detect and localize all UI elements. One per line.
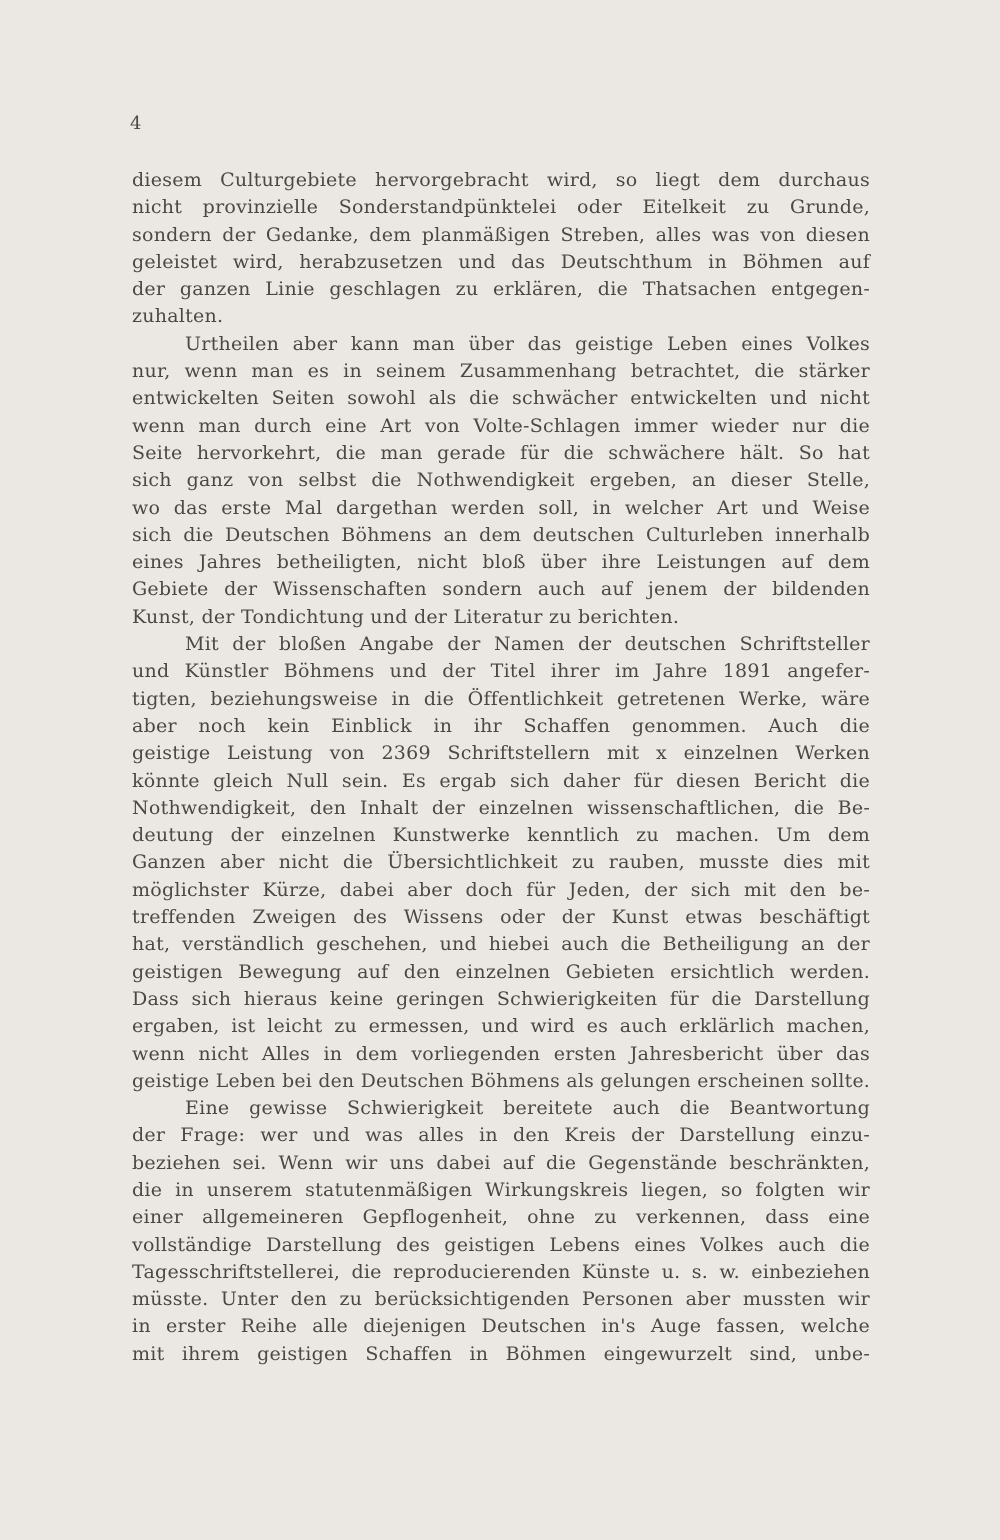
- text-line: geistige Leistung von 2369 Schriftstellern mit x einzelnen Werken: [132, 742, 870, 765]
- text-line: die in unserem statutenmäßigen Wirkungskreis liegen, so folgten wir: [132, 1178, 870, 1201]
- text-line: wenn man durch eine Art von Volte-Schlagen immer wieder nur die: [132, 414, 870, 437]
- body-text: [132, 167, 870, 1368]
- text-line: vollständige Darstellung des geistigen Lebens eines Volkes auch die: [132, 1233, 870, 1256]
- paragraph-first-line: Mit der bloßen Angabe der Namen der deutschen Schriftsteller: [185, 633, 870, 656]
- text-line: deutung der einzelnen Kunstwerke kenntlich zu machen. Um dem: [132, 824, 870, 847]
- text-line: tigten, beziehungsweise in die Öffentlichkeit getretenen Werke, wäre: [132, 687, 870, 710]
- text-line: diesem Culturgebiete hervorgebracht wird, so liegt dem durchaus: [132, 169, 870, 191]
- paragraph-first-line: Urtheilen aber kann man über das geistige Leben eines Volkes: [185, 332, 870, 355]
- text-line: hat, verständlich geschehen, und hiebei auch die Betheiligung an der: [132, 933, 870, 956]
- text-line: Tagesschriftstellerei, die reproducierenden Künste u. s. w. einbeziehen: [132, 1260, 870, 1283]
- text-line: Ganzen aber nicht die Übersichtlichkeit zu rauben, musste dies mit: [132, 851, 870, 874]
- text-line: ergaben, ist leicht zu ermessen, und wird es auch erklärlich machen,: [132, 1015, 870, 1038]
- text-line: sich ganz von selbst die Nothwendigkeit ergeben, an dieser Stelle,: [132, 469, 870, 492]
- text-line: nur, wenn man es in seinem Zusammenhang betrachtet, die stärker: [132, 360, 870, 383]
- text-line: der Frage: wer und was alles in den Kreis der Darstellung einzu-: [132, 1124, 870, 1147]
- text-line: geistigen Bewegung auf den einzelnen Gebieten ersichtlich werden.: [132, 960, 870, 983]
- text-line: Gebiete der Wissenschaften sondern auch auf jenem der bildenden: [132, 578, 870, 601]
- text-line: Dass sich hieraus keine geringen Schwierigkeiten für die Darstellung: [132, 987, 870, 1010]
- text-line: geleistet wird, herabzusetzen und das Deutschthum in Böhmen auf: [132, 250, 870, 273]
- text-line: entwickelten Seiten sowohl als die schwächer entwickelten und nicht: [132, 387, 870, 410]
- text-line: zuhalten.: [132, 305, 224, 328]
- text-line: in erster Reihe alle diejenigen Deutschen in's Auge fassen, welche: [132, 1315, 870, 1338]
- text-line: möglichster Kürze, dabei aber doch für Jeden, der sich mit den be-: [132, 878, 870, 901]
- text-line: sondern der Gedanke, dem planmäßigen Streben, alles was von diesen: [132, 223, 870, 246]
- text-line: geistige Leben bei den Deutschen Böhmens als gelungen erscheinen sollte.: [132, 1070, 870, 1092]
- text-line: nicht provinzielle Sonderstandpünktelei oder Eitelkeit zu Grunde,: [132, 196, 870, 219]
- text-line: eines Jahres betheiligten, nicht bloß über ihre Leistungen auf dem: [132, 551, 870, 574]
- text-line: wo das erste Mal dargethan werden soll, in welcher Art und Weise: [132, 496, 870, 519]
- text-line: sich die Deutschen Böhmens an dem deutschen Culturleben innerhalb: [132, 523, 870, 546]
- text-line: Nothwendigkeit, den Inhalt der einzelnen wissenschaftlichen, die Be-: [132, 796, 870, 819]
- text-line: treffenden Zweigen des Wissens oder der Kunst etwas beschäftigt: [132, 906, 870, 929]
- text-line: einer allgemeineren Gepflogenheit, ohne zu verkennen, dass eine: [132, 1206, 870, 1229]
- text-line: Kunst, der Tondichtung und der Literatur zu berichten.: [132, 605, 680, 628]
- text-line: beziehen sei. Wenn wir uns dabei auf die Gegenstände beschränkten,: [132, 1151, 870, 1174]
- text-line: aber noch kein Einblick in ihr Schaffen genommen. Auch die: [132, 714, 870, 737]
- text-line: Seite hervorkehrt, die man gerade für die schwächere hält. So hat: [132, 441, 870, 464]
- paragraph-first-line: Eine gewisse Schwierigkeit bereitete auch die Beantwortung: [185, 1097, 870, 1120]
- text-line: mit ihrem geistigen Schaffen in Böhmen eingewurzelt sind, unbe-: [132, 1342, 870, 1365]
- text-line: und Künstler Böhmens und der Titel ihrer im Jahre 1891 angefer-: [132, 660, 870, 683]
- text-line: müsste. Unter den zu berücksichtigenden Personen aber mussten wir: [132, 1288, 870, 1311]
- text-line: könnte gleich Null sein. Es ergab sich daher für diesen Bericht die: [132, 769, 870, 792]
- page-number: 4: [130, 113, 142, 134]
- text-line: der ganzen Linie geschlagen zu erklären, die Thatsachen entgegen-: [132, 278, 870, 301]
- text-line: wenn nicht Alles in dem vorliegenden ersten Jahresbericht über das: [132, 1042, 870, 1065]
